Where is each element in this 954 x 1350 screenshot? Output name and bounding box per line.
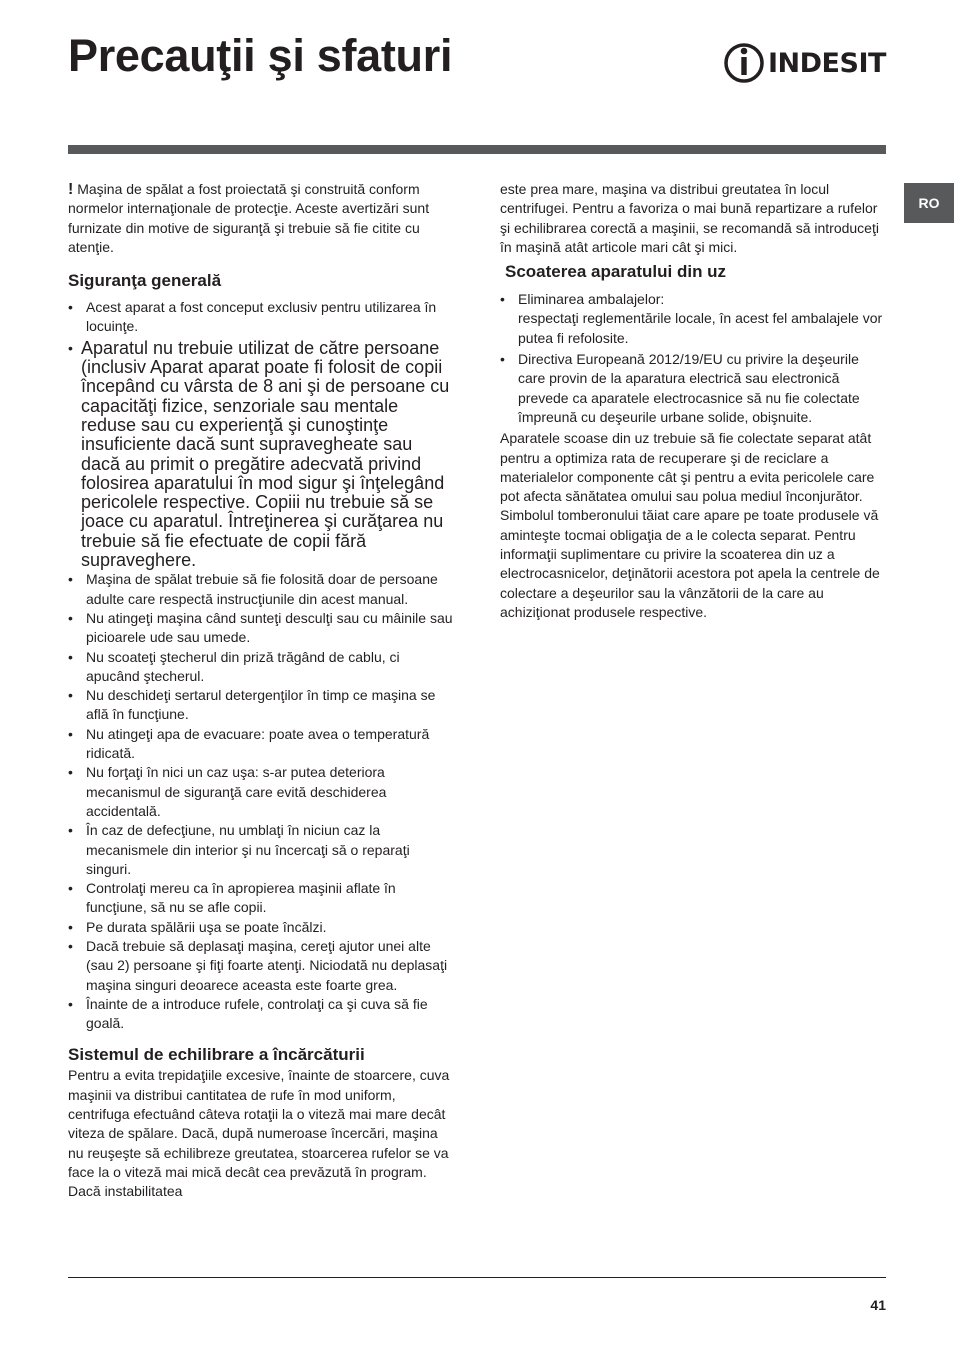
bullet-icon: • <box>68 725 73 742</box>
list-item <box>68 609 456 648</box>
bullet-icon: • <box>68 299 73 316</box>
brand-logo <box>724 40 886 86</box>
list-item-text: Pe durata spălării uşa se poate încălzi. <box>86 918 327 935</box>
bullet-icon: • <box>68 764 73 781</box>
bullet-icon: • <box>68 687 73 704</box>
intro-paragraph <box>68 180 456 257</box>
list-item <box>68 339 456 571</box>
warning-mark: ! <box>68 181 74 198</box>
general-safety-heading: Siguranţa generală <box>68 271 222 291</box>
intro-text: Maşina de spălat a fost proiectată şi construită conform normelor internaţionale de protecţie. Aceste avertizări sunt furnizate din motive de siguranţă şi trebuie să fie citite cu atenţie. <box>68 181 430 255</box>
list-item-title: Directiva Europeană 2012/19/EU cu privire la deşeurile care provin de la aparatura electrică sau electronică prevede ca aparatele electrocasnice să nu fie colectate împreună cu deşeurile urbane solide, obişnuite. <box>518 351 860 425</box>
balance-system-text: Pentru a evita trepidaţiile excesive, înainte de stoarcere, cuva maşinii va distribui cantitatea de rufe în mod uniform, centrifuga efectuând câteva rotaţii la o viteză mai mare decât viteza de spălare. Dacă, după numeroase încercări, maşina nu reuşeşte să echilibreze greutatea, stoarcerea rufelor se va face la o viteză mai mică decât cea prevăzută în program. Dacă instabilitatea <box>68 1067 450 1200</box>
list-item-text: Dacă trebuie să deplasaţi maşina, cereţi ajutor unei alte (sau 2) persoane şi fiţi foarte atenţi. Niciodată nu deplasaţi maşina singuri deoarece aceasta este foarte grea. <box>86 937 448 993</box>
list-item-text: Controlaţi mereu ca în apropierea maşinii aflate în funcţiune, să nu se afle copii. <box>86 880 396 916</box>
general-safety-list <box>68 298 456 1033</box>
bullet-icon: • <box>68 571 73 588</box>
list-item-text: Nu deschideţi sertarul detergenţilor în timp ce maşina se află în funcţiune. <box>86 687 436 723</box>
list-item-text: Aparatul nu trebuie utilizat de către persoane (inclusiv Aparat aparat poate fi folosit de copii începând cu vârsta de 8 ani şi de persoane cu capacităţi fizice, senzoriale sau mentale reduse sau cu experienţă şi cunoştinţe insuficiente dacă sunt supravegheate sau dacă au primit o pregătire adecvată privind folosirea aparatului în mod sigur şi înţelegând pericolele respective. Copiii nu trebuie să se joace cu aparatul. Întreţinerea şi curăţarea nu trebuie să fie efectuate de copii fără supraveghere. <box>81 337 450 571</box>
disposal-list <box>500 290 888 427</box>
bullet-icon: • <box>500 291 505 308</box>
list-item-text: Nu atingeţi maşina când sunteţi desculţi sau cu mâinile sau picioarele ude sau umede. <box>86 609 453 646</box>
list-item <box>68 995 456 1034</box>
footer-divider <box>68 1277 886 1278</box>
list-item-text: Acest aparat a fost conceput exclusiv pentru utilizarea în locuinţe. <box>86 299 437 335</box>
list-item <box>68 725 456 764</box>
list-item <box>68 686 456 725</box>
bullet-icon: • <box>68 995 73 1012</box>
bullet-icon: • <box>68 648 73 665</box>
bullet-icon: • <box>68 880 73 897</box>
list-item <box>68 570 456 609</box>
header-divider <box>68 145 886 154</box>
bullet-icon: • <box>68 822 73 839</box>
list-item <box>68 648 456 687</box>
list-item-text: Nu scoateţi ştecherul din priză trăgând de cablu, ci apucând ştecherul. <box>86 648 400 684</box>
balance-system-heading: Sistemul de echilibrare a încărcăturii <box>68 1045 365 1065</box>
list-item <box>68 937 456 995</box>
balance-system-text-continued: este prea mare, maşina va distribui greutatea în locul centrifugei. Pentru a favoriza o mai bună repartizare a rufelor şi echilibrarea corectă a maşinii, se recomandă să introduceţi în maşină atât articole mari cât şi mici. <box>500 181 879 255</box>
list-item <box>68 918 456 937</box>
list-item-text: În caz de defecţiune, nu umblaţi în niciun caz la mecanismele din interior şi nu încercaţi să o reparaţi singuri. <box>86 822 410 877</box>
list-item <box>68 821 456 879</box>
bullet-icon: • <box>68 609 73 626</box>
list-item <box>68 298 456 337</box>
language-tab: RO <box>904 183 954 223</box>
bullet-icon: • <box>68 339 73 356</box>
list-item-text: respectaţi reglementările locale, în acest fel ambalajele vor putea fi refolosite. <box>518 310 883 346</box>
list-item <box>500 350 888 427</box>
list-item-text: Nu atingeţi apa de evacuare: poate avea o temperatură ridicată. <box>86 725 430 762</box>
page-title: Precauţii şi sfaturi <box>68 30 453 81</box>
list-item-text: Înainte de a introduce rufele, controlaţi ca şi cuva să fie goală. <box>86 995 428 1032</box>
list-item <box>68 879 456 918</box>
list-item-text: Maşina de spălat trebuie să fie folosită doar de persoane adulte care respectă instrucţiunile din acest manual. <box>86 571 438 607</box>
brand-name: INDESIT <box>768 47 886 79</box>
left-column <box>68 180 456 1202</box>
disposal-heading: Scoaterea aparatului din uz <box>505 262 727 282</box>
bullet-icon: • <box>68 918 73 935</box>
bullet-icon: • <box>500 351 505 368</box>
list-item <box>500 290 888 348</box>
list-item <box>68 763 456 821</box>
list-item-text: Nu forţaţi în nici un caz uşa: s-ar putea deteriora mecanismul de siguranţă care evită deschiderea accidentală. <box>86 764 387 819</box>
bullet-icon: • <box>68 937 73 954</box>
disposal-paragraph: Aparatele scoase din uz trebuie să fie colectate separat atât pentru a optimiza rata de recuperare şi de reciclare a materialelor componente cât şi pentru a evita pericolele care pot afecta sănătatea omului sau polua mediul înconjurător. Simbolul tomberonului tăiat care apare pe toate produsele vă aminteşte tocmai obligaţia de a le colecta separat. Pentru informaţii suplimentare cu privire la scoaterea din uz a electrocasnicelor, deţinătorii acestora pot apela la centrele de colectare a deşeurilor sau la vânzătorii de la care au achiziţionat produsele respective. <box>500 430 880 620</box>
list-item-title: Eliminarea ambalajelor: <box>518 291 665 308</box>
indesit-logo-icon <box>724 40 764 86</box>
page-number: 41 <box>870 1297 886 1313</box>
right-column <box>500 180 888 622</box>
